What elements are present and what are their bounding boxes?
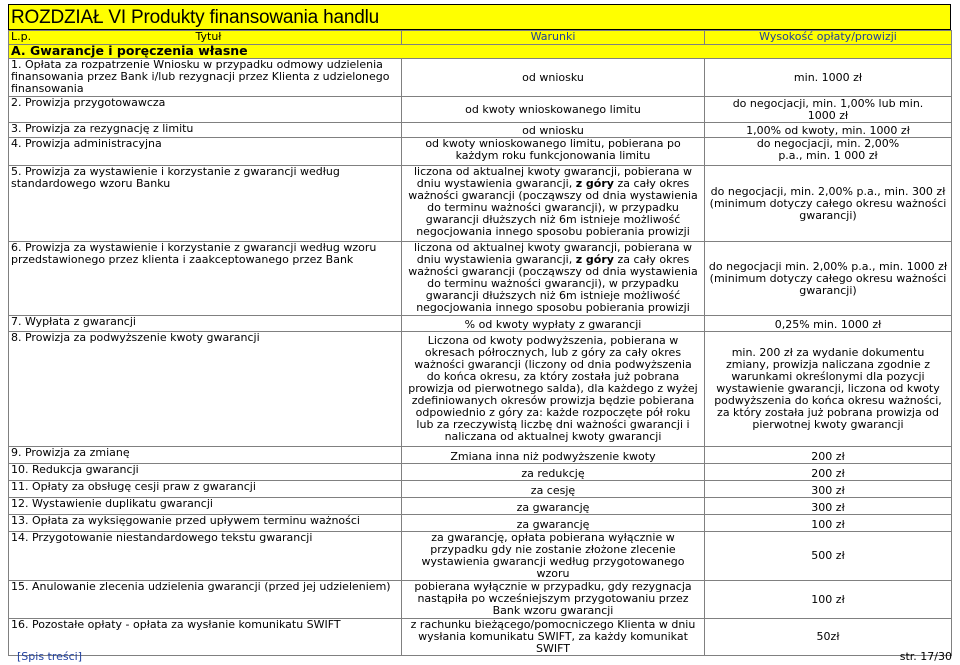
row-1-title: 1. Opłata za rozpatrzenie Wniosku w przypadku odmowy udzielenia finansowania przez Bank i/lub rezygnacji przez Klienta z udzielonego finansowania [9,59,402,97]
row-13-fee: 100 zł [705,515,952,532]
section-label: A. Gwarancje i poręczenia własne [9,45,952,59]
row-4-conditions: od kwoty wnioskowanego limitu, pobierana po każdym roku funkcjonowania limitu [402,138,705,166]
row-8-title: 8. Prowizja za podwyższenie kwoty gwarancji [9,332,402,447]
row-6-conditions-pre: liczona od aktualnej kwoty gwarancji, pobierana w dniu wystawienia gwarancji, [413,241,693,266]
row-16-title: 16. Pozostałe opłaty - opłata za wysłanie komunikatu SWIFT [9,619,402,656]
table-row [9,97,952,123]
table-row [9,515,952,532]
row-3-fee: 1,00% od kwoty, min. 1000 zł [705,123,952,138]
column-header-fee: Wysokość opłaty/prowizji [705,31,952,45]
row-7-title: 7. Wypłata z gwarancji [9,316,402,332]
document-title-bar [8,4,951,30]
row-14-conditions: za gwarancję, opłata pobierana wyłącznie w przypadku gdy nie zostanie złożone zlecenie wystawienia gwarancji według przygotowanego wzoru [402,532,705,581]
row-2-fee: do negocjacji, min. 1,00% lub min. 1000 zł [705,97,952,123]
row-8-fee: min. 200 zł za wydanie dokumentu zmiany, prowizja naliczana zgodnie z warunkami określonymi dla pozycji wystawienie gwarancji, liczona od kwoty podwyższenia do końca okresu ważności, za który została już pobrana prowizja od pierwotnej kwoty gwarancji [705,332,952,447]
table-row [9,59,952,97]
row-14-title: 14. Przygotowanie niestandardowego tekstu gwarancji [9,532,402,581]
row-5-title: 5. Prowizja za wystawienie i korzystanie z gwarancji według standardowego wzoru Banku [9,166,402,242]
row-6-conditions-bold: z góry [575,253,614,266]
table-row [9,619,952,656]
table-row [9,481,952,498]
table-of-contents-link[interactable]: [Spis treści] [17,650,83,663]
row-16-conditions: z rachunku bieżącego/pomocniczego Klienta w dniu wysłania komunikatu SWIFT, za każdy komunikat SWIFT [402,619,705,656]
table-row [9,447,952,464]
section-row [9,45,952,59]
row-15-title: 15. Anulowanie zlecenia udzielenia gwarancji (przed jej udzieleniem) [9,581,402,619]
table-row [9,138,952,166]
row-5-conditions-post: za cały okres ważności gwarancji (począwszy od dnia wystawienia do terminu ważności gwarancji), w przypadku gwarancji dłuższych niż 6m istnieje możliwość negocjowania innego sposobu pobierania prowizji [408,177,698,238]
row-6-conditions [402,242,705,316]
row-7-conditions: % od kwoty wypłaty z gwarancji [402,316,705,332]
row-13-title: 13. Opłata za wyksięgowanie przed upływem terminu ważności [9,515,402,532]
table-row [9,242,952,316]
row-3-conditions: od wniosku [402,123,705,138]
row-15-fee: 100 zł [705,581,952,619]
row-8-conditions: Liczona od kwoty podwyższenia, pobierana w okresach półrocznych, lub z góry za cały okres ważności gwarancji (liczony od dnia podwyższenia do końca okresu, za który została już pobrana prowizja od pierwotnego salda), dla każdego z wyżej zdefiniowanych okresów prowizja będzie pobierana odpowiednio z góry za: każde rozpoczęte pół roku lub za rzeczywistą liczbę dni ważności gwarancji i naliczana od aktualnej kwoty gwarancji [402,332,705,447]
row-9-title: 9. Prowizja za zmianę [9,447,402,464]
row-4-fee: do negocjacji, min. 2,00% p.a., min. 1 000 zł [705,138,952,166]
row-9-fee: 200 zł [705,447,952,464]
row-5-conditions-pre: liczona od aktualnej kwoty gwarancji, pobierana w dniu wystawienia gwarancji, [413,165,693,190]
table-row [9,166,952,242]
column-header-lp-title [9,31,402,45]
table-row [9,332,952,447]
row-11-fee: 300 zł [705,481,952,498]
row-14-fee: 500 zł [705,532,952,581]
column-header-lp: L.p. [11,30,32,43]
table-header-row [9,31,952,45]
row-6-fee: do negocjacji min. 2,00% p.a., min. 1000 zł (minimum dotyczy całego okresu ważności gwarancji) [705,242,952,316]
fees-table [8,30,952,656]
row-10-title: 10. Redukcja gwarancji [9,464,402,481]
page-number: str. 17/30 [899,650,952,663]
row-12-conditions: za gwarancję [402,498,705,515]
table-row [9,532,952,581]
row-10-conditions: za redukcję [402,464,705,481]
row-5-conditions [402,166,705,242]
table-row [9,464,952,481]
row-12-title: 12. Wystawienie duplikatu gwarancji [9,498,402,515]
column-header-conditions: Warunki [402,31,705,45]
row-2-title: 2. Prowizja przygotowawcza [9,97,402,123]
table-row [9,581,952,619]
row-2-conditions: od kwoty wnioskowanego limitu [402,97,705,123]
table-row [9,498,952,515]
row-15-conditions: pobierana wyłącznie w przypadku, gdy rezygnacja nastąpiła po wcześniejszym przygotowaniu przez Bank wzoru gwarancji [402,581,705,619]
table-row [9,123,952,138]
row-16-fee: 50zł [705,619,952,656]
row-11-title: 11. Opłaty za obsługę cesji praw z gwarancji [9,481,402,498]
document-title: ROZDZIAŁ VI Produkty finansowania handlu [11,7,379,28]
row-12-fee: 300 zł [705,498,952,515]
row-10-fee: 200 zł [705,464,952,481]
row-6-title: 6. Prowizja za wystawienie i korzystanie z gwarancji według wzoru przedstawionego przez klienta i zaakceptowanego przez Bank [9,242,402,316]
row-1-conditions: od wniosku [402,59,705,97]
row-3-title: 3. Prowizja za rezygnację z limitu [9,123,402,138]
row-13-conditions: za gwarancję [402,515,705,532]
row-6-conditions-post: za cały okres ważności gwarancji (począwszy od dnia wystawienia do terminu ważności gwarancji), w przypadku gwarancji dłuższych niż 6m istnieje możliwość negocjowania innego sposobu pobierania prowizji [408,253,698,314]
column-header-title: Tytuł [195,30,222,43]
row-7-fee: 0,25% min. 1000 zł [705,316,952,332]
row-5-fee: do negocjacji, min. 2,00% p.a., min. 300 zł (minimum dotyczy całego okresu ważności gwarancji) [705,166,952,242]
row-1-fee: min. 1000 zł [705,59,952,97]
row-11-conditions: za cesję [402,481,705,498]
row-9-conditions: Zmiana inna niż podwyższenie kwoty [402,447,705,464]
table-row [9,316,952,332]
row-4-title: 4. Prowizja administracyjna [9,138,402,166]
row-5-conditions-bold: z góry [575,177,614,190]
